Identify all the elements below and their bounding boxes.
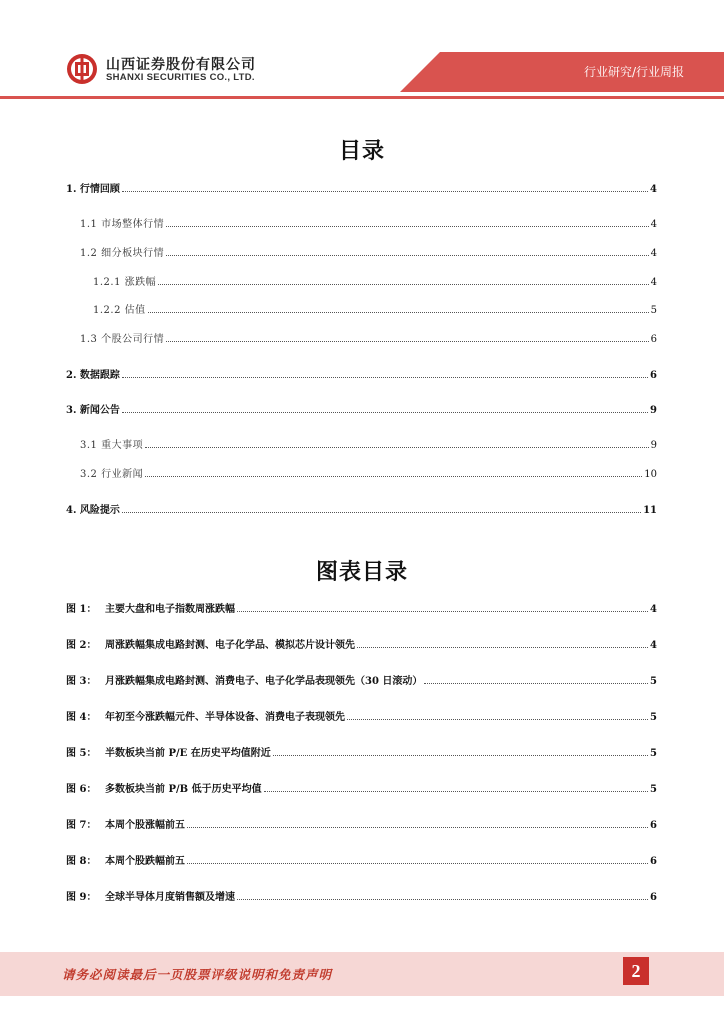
figure-number: 图 5： xyxy=(66,748,97,759)
leader-dots xyxy=(237,611,648,612)
toc-item-page: 9 xyxy=(650,405,657,416)
figure-item-7[interactable] xyxy=(66,816,657,832)
leader-dots xyxy=(166,341,649,342)
figure-number: 图 6： xyxy=(66,784,97,795)
page-header xyxy=(0,0,724,100)
figure-item-8[interactable] xyxy=(66,852,657,868)
toc-item-1-2-2[interactable] xyxy=(93,301,657,317)
figure-item-2[interactable] xyxy=(66,636,657,652)
figure-item-label: 半数板块当前 P/E 在历史平均值附近 xyxy=(105,748,271,759)
page-number-badge: 2 xyxy=(623,957,649,985)
figure-item-page: 6 xyxy=(650,820,657,831)
figure-number: 图 9： xyxy=(66,892,97,903)
toc-item-page: 4 xyxy=(650,219,657,230)
toc-item-label: 1.3 个股公司行情 xyxy=(80,334,165,345)
toc-item-label: 4. 风险提示 xyxy=(66,505,120,516)
toc-item-label: 3.2 行业新闻 xyxy=(80,469,144,480)
leader-dots xyxy=(122,191,648,192)
leader-dots xyxy=(273,755,648,756)
figure-item-1[interactable] xyxy=(66,600,657,616)
toc-item-page: 5 xyxy=(650,305,657,316)
toc-item-1-2[interactable] xyxy=(80,244,657,260)
figure-item-label: 本周个股涨幅前五 xyxy=(105,820,185,831)
figure-item-label: 全球半导体月度销售额及增速 xyxy=(105,892,235,903)
leader-dots xyxy=(347,719,648,720)
figure-number: 图 3： xyxy=(66,676,97,687)
toc-item-page: 9 xyxy=(650,440,657,451)
figure-item-label: 本周个股跌幅前五 xyxy=(105,856,185,867)
figure-number: 图 7： xyxy=(66,820,97,831)
leader-dots xyxy=(158,284,649,285)
toc-item-2[interactable] xyxy=(66,366,657,382)
toc-item-page: 4 xyxy=(650,248,657,259)
company-name-en: SHANXI SECURITIES CO., LTD. xyxy=(106,72,255,83)
toc-item-1-3[interactable] xyxy=(80,330,657,346)
toc-title: 目录 xyxy=(338,139,385,164)
toc-item-page: 11 xyxy=(643,505,657,516)
figure-item-label: 多数板块当前 P/B 低于历史平均值 xyxy=(105,784,262,795)
leader-dots xyxy=(122,512,641,513)
leader-dots xyxy=(122,412,648,413)
disclaimer-text: 请务必阅读最后一页股票评级说明和免责声明 xyxy=(62,967,333,982)
toc-item-1-1[interactable] xyxy=(80,215,657,231)
figure-item-page: 5 xyxy=(650,676,657,687)
figure-number: 图 2： xyxy=(66,640,97,651)
report-type-label: 行业研究/行业周报 xyxy=(583,65,684,79)
figure-item-page: 4 xyxy=(650,640,657,651)
leader-dots xyxy=(166,255,649,256)
toc-item-label: 3.1 重大事项 xyxy=(80,440,144,451)
leader-dots xyxy=(237,899,648,900)
leader-dots xyxy=(357,647,648,648)
toc-item-page: 10 xyxy=(644,469,657,480)
figure-item-label: 主要大盘和电子指数周涨跌幅 xyxy=(105,604,235,615)
toc-item-label: 2. 数据跟踪 xyxy=(66,370,120,381)
toc-item-page: 6 xyxy=(650,334,657,345)
figure-item-page: 5 xyxy=(650,784,657,795)
leader-dots xyxy=(264,791,648,792)
figure-item-3[interactable] xyxy=(66,672,657,688)
toc-item-1-2-1[interactable] xyxy=(93,273,657,289)
figure-item-label: 月涨跌幅集成电路封测、消费电子、电子化学品表现领先（30 日滚动） xyxy=(105,676,423,687)
toc-item-3-1[interactable] xyxy=(80,436,657,452)
figure-number: 图 8： xyxy=(66,856,97,867)
figure-item-page: 5 xyxy=(650,748,657,759)
leader-dots xyxy=(122,377,648,378)
leader-dots xyxy=(424,683,648,684)
figure-item-6[interactable] xyxy=(66,780,657,796)
figure-list-title: 图表目录 xyxy=(315,560,408,585)
toc-item-label: 3. 新闻公告 xyxy=(66,405,120,416)
figure-number: 图 1： xyxy=(66,604,97,615)
toc-item-label: 1.2.1 涨跌幅 xyxy=(93,277,157,288)
toc-item-page: 4 xyxy=(650,277,657,288)
toc-item-label: 1.2 细分板块行情 xyxy=(80,248,165,259)
figure-number: 图 4： xyxy=(66,712,97,723)
toc-item-1[interactable] xyxy=(66,180,657,196)
leader-dots xyxy=(187,827,648,828)
figure-item-5[interactable] xyxy=(66,744,657,760)
leader-dots xyxy=(166,226,649,227)
figure-item-9[interactable] xyxy=(66,888,657,904)
figure-item-page: 4 xyxy=(650,604,657,615)
figure-item-label: 年初至今涨跌幅元件、半导体设备、消费电子表现领先 xyxy=(105,712,345,723)
figure-item-label: 周涨跌幅集成电路封测、电子化学品、模拟芯片设计领先 xyxy=(105,640,355,651)
toc-item-4[interactable] xyxy=(66,501,657,517)
toc-item-3-2[interactable] xyxy=(80,465,657,481)
leader-dots xyxy=(145,476,642,477)
header-band xyxy=(0,0,724,100)
company-name-cn: 山西证券股份有限公司 xyxy=(106,57,256,73)
toc-item-label: 1.1 市场整体行情 xyxy=(80,219,165,230)
figure-item-4[interactable] xyxy=(66,708,657,724)
toc-item-3[interactable] xyxy=(66,401,657,417)
leader-dots xyxy=(145,447,649,448)
toc-item-page: 6 xyxy=(650,370,657,381)
toc-item-label: 1. 行情回顾 xyxy=(66,184,120,195)
leader-dots xyxy=(148,312,649,313)
toc-item-page: 4 xyxy=(650,184,657,195)
figure-item-page: 5 xyxy=(650,712,657,723)
toc-item-label: 1.2.2 估值 xyxy=(93,305,146,316)
leader-dots xyxy=(187,863,648,864)
figure-item-page: 6 xyxy=(650,856,657,867)
figure-item-page: 6 xyxy=(650,892,657,903)
header-divider xyxy=(0,96,724,99)
